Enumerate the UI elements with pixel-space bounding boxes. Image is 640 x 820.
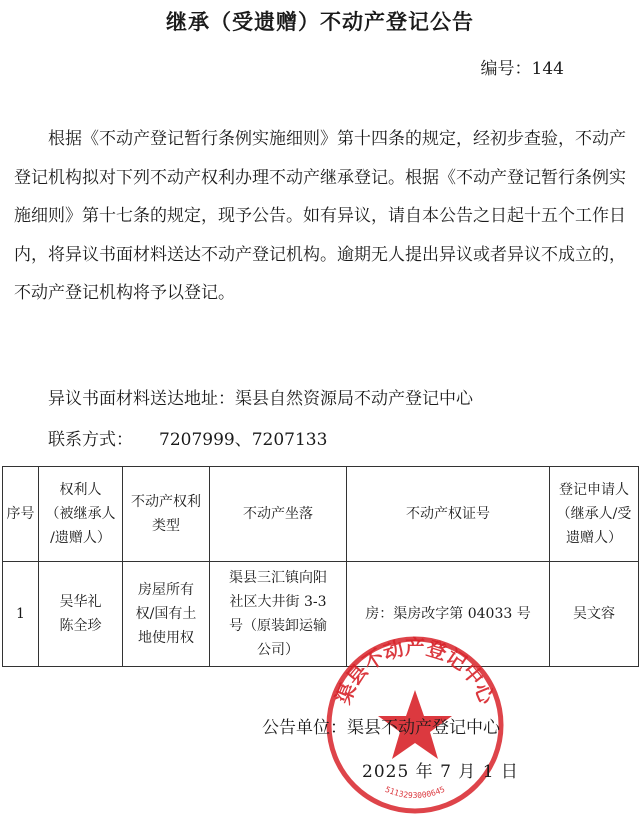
header-location: 不动产坐落 <box>210 467 347 562</box>
notice-body: 根据《不动产登记暂行条例实施细则》第十四条的规定，经初步查验，不动产登记机构拟对下列不动产权利办理不动产继承登记。根据《不动产登记暂行条例实施细则》第十七条的规定，现予公告。如有异议，请自本公告之日起十五个工作日内，将异议书面材料送达不动产登记机构。逾期无人提出异议或者异议不成立的，不动产登记机构将予以登记。 <box>14 129 626 303</box>
objection-address: 异议书面材料送达地址：渠县自然资源局不动产登记中心 <box>48 389 473 409</box>
contact-phone: 7207999、7207133 <box>159 430 328 450</box>
page-title: 继承（受遗赠）不动产登记公告 <box>166 10 474 34</box>
cell-location: 渠县三汇镇向阳 社区大井街 3-3 号（原装卸运输 公司） <box>210 562 347 667</box>
issuing-unit: 公告单位：渠县不动产登记中心 <box>262 718 500 738</box>
seal-number: 5113293000645 <box>383 784 447 801</box>
cell-cert: 房：渠房改字第 04033 号 <box>347 562 550 667</box>
header-applicant: 登记申请人 （继承人/受 遗赠人） <box>550 467 639 562</box>
table-header-row <box>3 467 639 562</box>
contact-label: 联系方式： <box>48 430 133 450</box>
seal-text: 渠县不动产登记中心 <box>330 635 500 708</box>
cell-no: 1 <box>3 562 39 667</box>
cell-holder: 吴华礼 陈全珍 <box>39 562 123 667</box>
header-cert: 不动产权证号 <box>347 467 550 562</box>
cell-right-type: 房屋所有 权/国有土 地使用权 <box>123 562 210 667</box>
issue-date: 2025 年 7 月 1 日 <box>362 762 519 782</box>
cell-applicant: 吴文容 <box>550 562 639 667</box>
svg-text:5113293000645 <box>384 785 447 800</box>
header-holder: 权利人 （被继承人 /遗赠人） <box>39 467 123 562</box>
serial-number: 编号：144 <box>480 59 564 79</box>
header-right-type: 不动产权利 类型 <box>123 467 210 562</box>
header-no: 序号 <box>3 467 39 562</box>
contact-line <box>48 425 327 450</box>
